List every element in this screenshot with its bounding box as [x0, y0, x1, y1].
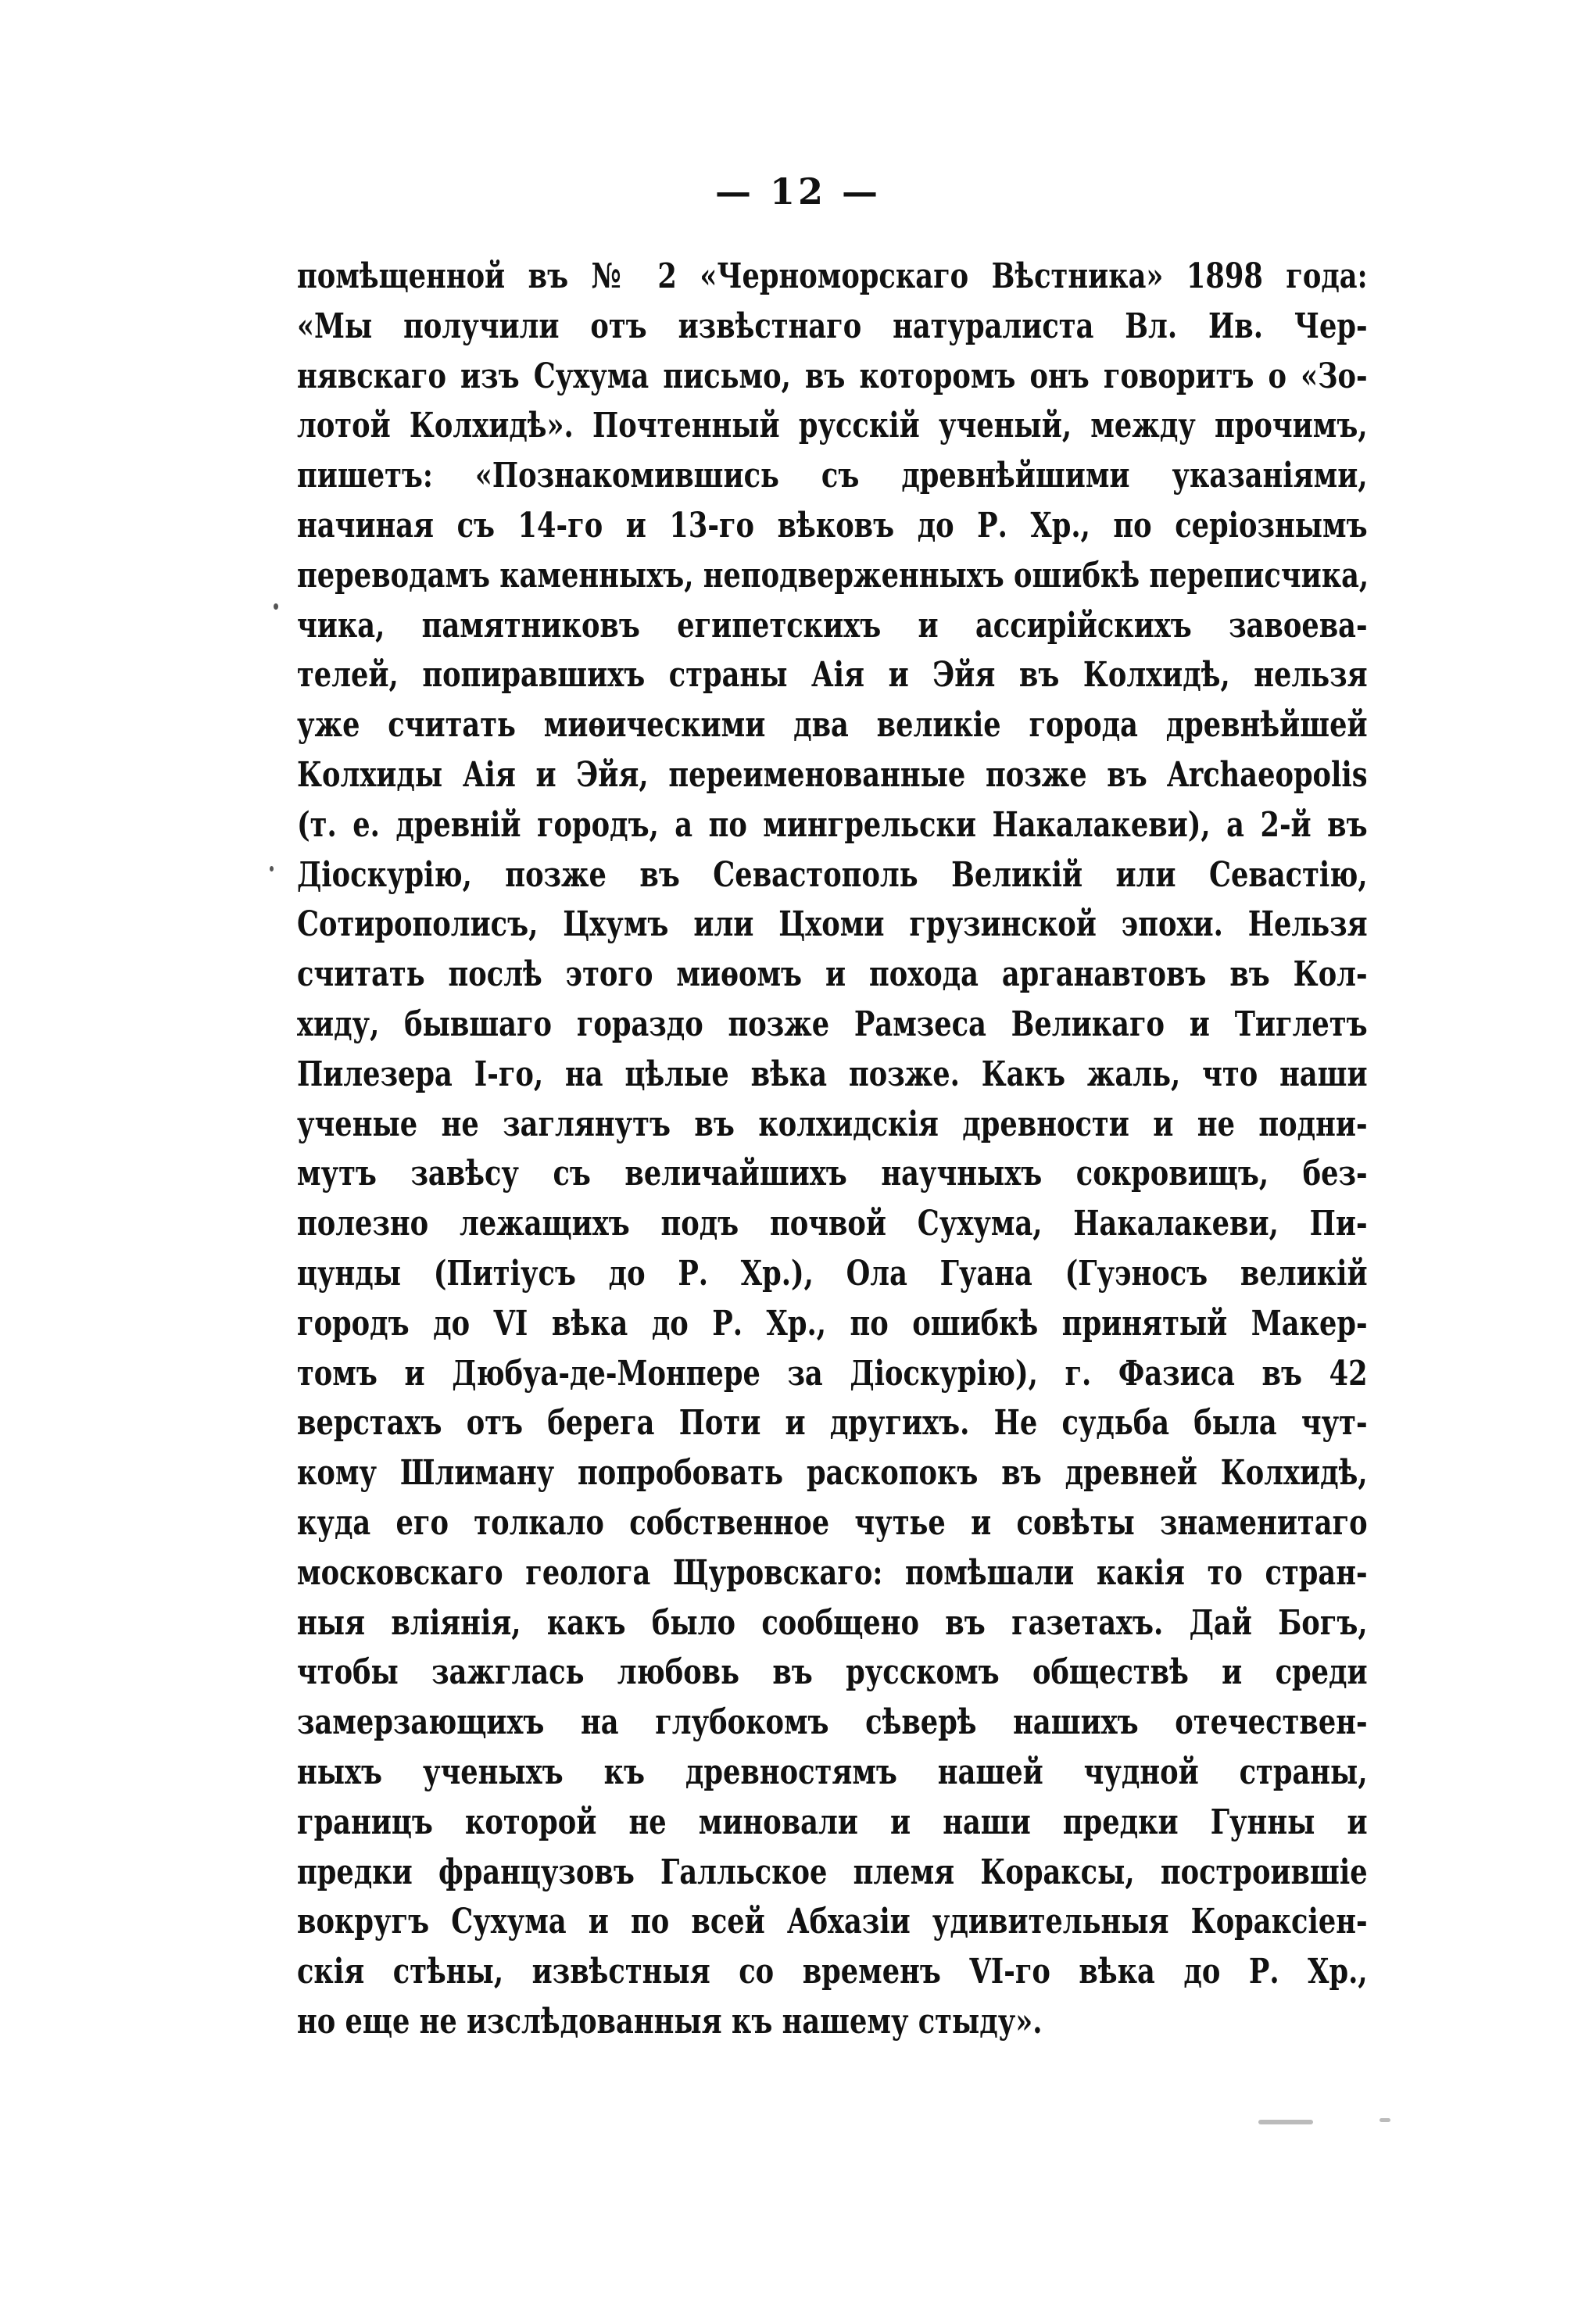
text-line: нявскаго изъ Сухума письмо, въ которомъ онъ говоритъ о «Зо- [297, 356, 1368, 396]
scan-speck [274, 603, 278, 610]
text-line: ныхъ ученыхъ къ древностямъ нашей чудной страны, [297, 1752, 1368, 1792]
text-line: городъ до VI вѣка до Р. Хр., по ошибкѣ принятый Макер- [297, 1303, 1368, 1344]
page-number: — 12 — [714, 170, 882, 213]
text-line: мутъ завѣсу съ величайшихъ научныхъ сокровищъ, без- [297, 1154, 1368, 1194]
text-line: замерзающихъ на глубокомъ сѣверѣ нашихъ отечествен- [297, 1702, 1368, 1743]
text-line: телей, попиравшихъ страны Аія и Эйя въ Колхидѣ, нельзя [297, 655, 1368, 696]
text-line: верстахъ отъ берега Поти и другихъ. Не судьба была чут- [297, 1403, 1368, 1444]
body-text [297, 252, 1368, 2047]
text-line: ныя вліянія, какъ было сообщено въ газетахъ. Дай Богъ, [297, 1602, 1368, 1643]
text-line: но еще не изслѣдованныя къ нашему стыду». [297, 2001, 1043, 2042]
text-line: скія стѣны, извѣстныя со временъ VI-го вѣка до Р. Хр., [297, 1952, 1368, 1992]
text-line: вокругъ Сухума и по всей Абхазіи удивительныя Кораксіен- [297, 1902, 1368, 1942]
scan-speck [1380, 2118, 1390, 2122]
text-line: уже считать миѳическими два великіе города древнѣйшей [297, 705, 1368, 746]
text-line: предки французовъ Галльское племя Кораксы, построившіе [297, 1852, 1368, 1892]
text-line: переводамъ каменныхъ, неподверженныхъ ошибкѣ переписчика, [297, 555, 1369, 596]
text-line: лотой Колхидѣ». Почтенный русскій ученый, между прочимъ, [297, 406, 1368, 446]
text-line: кому Шлиману попробовать раскопокъ въ древней Колхидѣ, [297, 1453, 1368, 1494]
text-line: «Мы получили отъ извѣстнаго натуралиста Вл. Ив. Чер- [297, 306, 1368, 346]
text-line: чтобы зажглась любовь въ русскомъ обществѣ и среди [297, 1652, 1368, 1693]
text-line: начиная съ 14-го и 13-го вѣковъ до Р. Хр., по серіознымъ [297, 505, 1368, 546]
text-line: помѣщенной въ № 2 «Черноморскаго Вѣстника» 1898 года: [297, 256, 1368, 296]
text-line: хиду, бывшаго гораздо позже Рамзеса Великаго и Тиглетъ [297, 1004, 1368, 1044]
text-line: полезно лежащихъ подъ почвой Сухума, Накалакеви, Пи- [297, 1204, 1368, 1244]
text-line: Сотирополисъ, Цхумъ или Цхоми грузинской эпохи. Нельзя [297, 904, 1368, 945]
text-line: (т. е. древній городъ, а по мингрельски Накалакеви), а 2-й въ [297, 804, 1368, 845]
text-line: Пилезера I-го, на цѣлые вѣка позже. Какъ жаль, что наши [297, 1054, 1368, 1094]
text-line: московскаго геолога Щуровскаго: помѣшали какія то стран- [297, 1552, 1368, 1593]
text-line: границъ которой не миновали и наши предки Гунны и [297, 1802, 1368, 1842]
scan-speck [1258, 2120, 1313, 2124]
text-line: считать послѣ этого миѳомъ и похода арганавтовъ въ Кол- [297, 954, 1368, 995]
text-line: Діоскурію, позже въ Севастополь Великій или Севастію, [297, 854, 1368, 895]
scan-speck [270, 866, 274, 871]
text-line: томъ и Дюбуа-де-Монпере за Діоскурію), г. Фазиса въ 42 [297, 1353, 1368, 1394]
text-line: ученые не заглянутъ въ колхидскія древности и не подни- [297, 1104, 1368, 1144]
text-line: цунды (Питіусъ до Р. Хр.), Ола Гуана (Гуэносъ великій [297, 1253, 1368, 1294]
text-line: Колхиды Аія и Эйя, переименованные позже въ Archaeopolis [297, 754, 1368, 795]
text-line: чика, памятниковъ египетскихъ и ассирійскихъ завоева- [297, 605, 1368, 646]
text-line: куда его толкало собственное чутье и совѣты знаменитаго [297, 1502, 1368, 1543]
text-line: пишетъ: «Познакомившись съ древнѣйшими указаніями, [297, 456, 1368, 496]
